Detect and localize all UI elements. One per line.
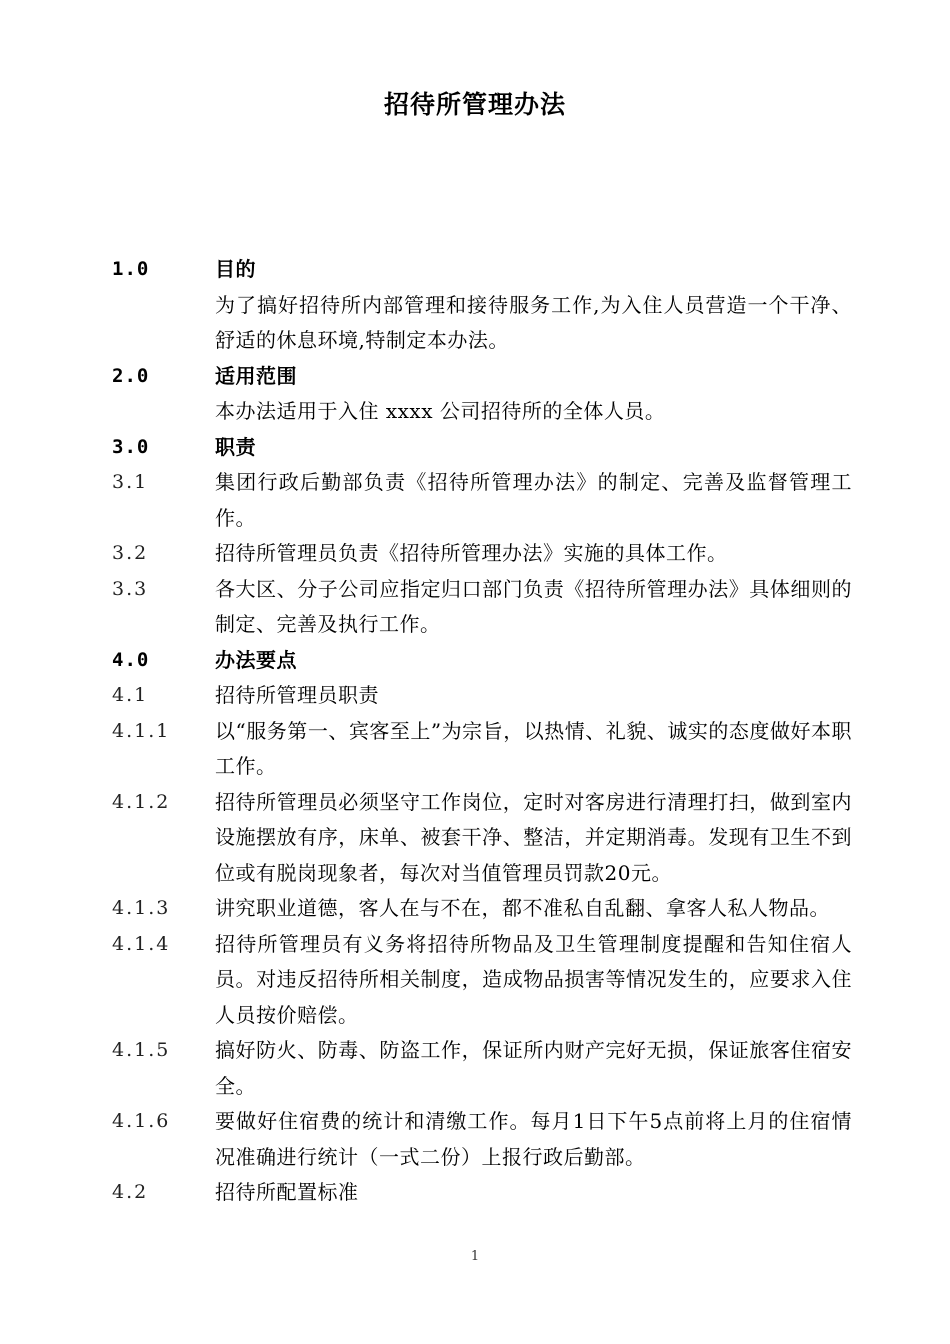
section-heading: 办法要点 — [215, 647, 297, 672]
section-number: 1.0 — [112, 258, 150, 280]
section-heading: 职责 — [215, 434, 256, 459]
section-2-0-body — [112, 394, 862, 430]
section-paragraph: 本办法适用于入住 xxxx 公司招待所的全体人员。 — [215, 399, 666, 423]
clause-text: 各大区、分子公司应指定归口部门负责《招待所管理办法》具体细则的制定、完善及执行工作。 — [215, 576, 852, 636]
clause-number: 4.1.6 — [112, 1110, 171, 1132]
section-heading: 适用范围 — [215, 363, 297, 388]
section-2-0-heading — [112, 359, 862, 395]
clause-number: 4.1.2 — [112, 790, 171, 813]
clause-3-1 — [112, 465, 862, 536]
section-3-0-heading — [112, 430, 862, 466]
clause-text: 招待所管理员有义务将招待所物品及卫生管理制度提醒和告知住宿人员。对违反招待所相关制度，造成物品损害等情况发生的，应要求入住人员按价赔偿。 — [215, 931, 852, 1027]
section-heading: 目的 — [215, 257, 256, 281]
clause-number: 3.2 — [112, 542, 149, 564]
clause-4-1-4 — [112, 927, 862, 1034]
section-4-0-heading — [112, 643, 862, 679]
clause-number: 3.1 — [112, 471, 149, 493]
clause-text: 招待所管理员职责 — [215, 683, 379, 707]
clause-4-1-2 — [112, 785, 862, 892]
clause-text: 搞好防火、防毒、防盗工作，保证所内财产完好无损，保证旅客住宿安全。 — [215, 1038, 852, 1098]
clause-text: 要做好住宿费的统计和清缴工作。每月1日下午5点前将上月的住宿情况准确进行统计（一式二份）上报行政后勤部。 — [215, 1109, 852, 1169]
clause-text: 讲究职业道德，客人在与不在，都不准私自乱翻、拿客人私人物品。 — [215, 896, 830, 920]
clause-text: 以“服务第一、宾客至上”为宗旨，以热情、礼貌、诚实的态度做好本职工作。 — [215, 718, 852, 778]
clause-3-3 — [112, 572, 862, 643]
section-paragraph: 为了搞好招待所内部管理和接待服务工作,为入住人员营造一个干净、舒适的休息环境,特制定本办法。 — [215, 292, 852, 352]
clause-number: 4.1.4 — [112, 932, 171, 955]
clause-number: 4.1.1 — [112, 719, 171, 742]
clause-text: 集团行政后勤部负责《招待所管理办法》的制定、完善及监督管理工作。 — [215, 470, 852, 530]
document-title: 招待所管理办法 — [383, 90, 566, 119]
clause-4-2 — [112, 1175, 862, 1211]
clause-text: 招待所管理员必须坚守工作岗位，定时对客房进行清理打扫，做到室内设施摆放有序，床单、被套干净、整洁，并定期消毒。发现有卫生不到位或有脱岗现象者，每次对当值管理员罚款20元。 — [215, 789, 852, 885]
clause-4-1-6 — [112, 1104, 862, 1175]
section-1-0-heading — [112, 252, 862, 288]
clause-4-1-1 — [112, 714, 862, 785]
clause-3-2 — [112, 536, 862, 572]
clause-4-1-5 — [112, 1033, 862, 1104]
page-number: 1 — [470, 1249, 480, 1264]
clause-text: 招待所管理员负责《招待所管理办法》实施的具体工作。 — [215, 541, 728, 565]
section-number: 2.0 — [112, 364, 150, 387]
document-body — [112, 252, 862, 1211]
clause-number: 4.2 — [112, 1181, 149, 1203]
section-number: 3.0 — [112, 435, 150, 458]
clause-number: 3.3 — [112, 577, 149, 600]
clause-text: 招待所配置标准 — [215, 1180, 359, 1204]
clause-number: 4.1.3 — [112, 897, 171, 919]
clause-4-1 — [112, 678, 862, 714]
clause-number: 4.1.5 — [112, 1039, 171, 1061]
section-number: 4.0 — [112, 648, 150, 671]
clause-number: 4.1 — [112, 684, 149, 706]
section-1-0-body — [112, 288, 862, 359]
clause-4-1-3 — [112, 891, 862, 927]
